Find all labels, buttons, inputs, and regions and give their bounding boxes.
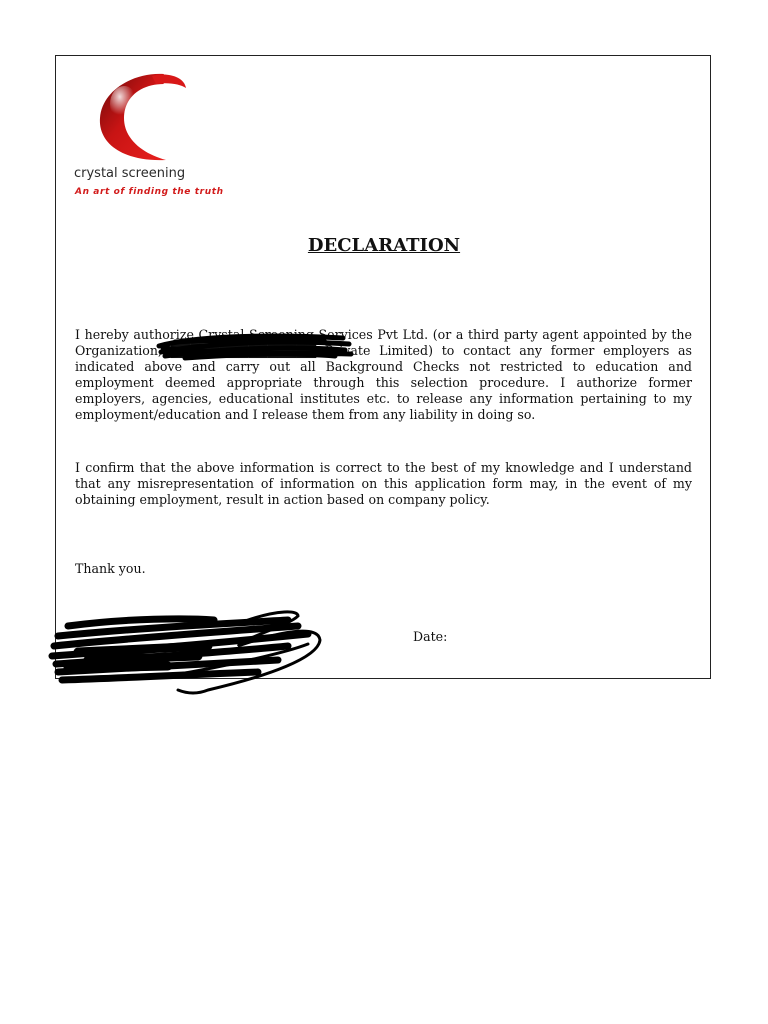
logo-company-name: crystal screening (74, 166, 186, 181)
confirmation-paragraph: I confirm that the above information is correct to the best of my knowledge and I understand that any misrepresentation of information on this application form may, in the event of my obtaining employment, result in action based on company policy. (75, 460, 692, 507)
authorization-paragraph: I hereby authorize Crystal Screening Services Pvt Ltd. (or a third party agent appointed by the Organization, ███████████████ Private Limited) to contact any former employers as indicated above and carry out all Background Checks not restricted to education and employment deemed appropriate through this selection procedure. I authorize former employers, agencies, educational institutes etc. to release any information pertaining to my employment/education and I release them from any liability in doing so. (75, 327, 692, 422)
page-title: DECLARATION (307, 235, 461, 256)
company-logo (74, 68, 224, 203)
closing-text: Thank you. (75, 561, 146, 576)
logo-tagline: An art of finding the truth (75, 187, 224, 197)
crystal-c-logo-icon (94, 70, 194, 166)
date-label: Date: (413, 629, 448, 644)
